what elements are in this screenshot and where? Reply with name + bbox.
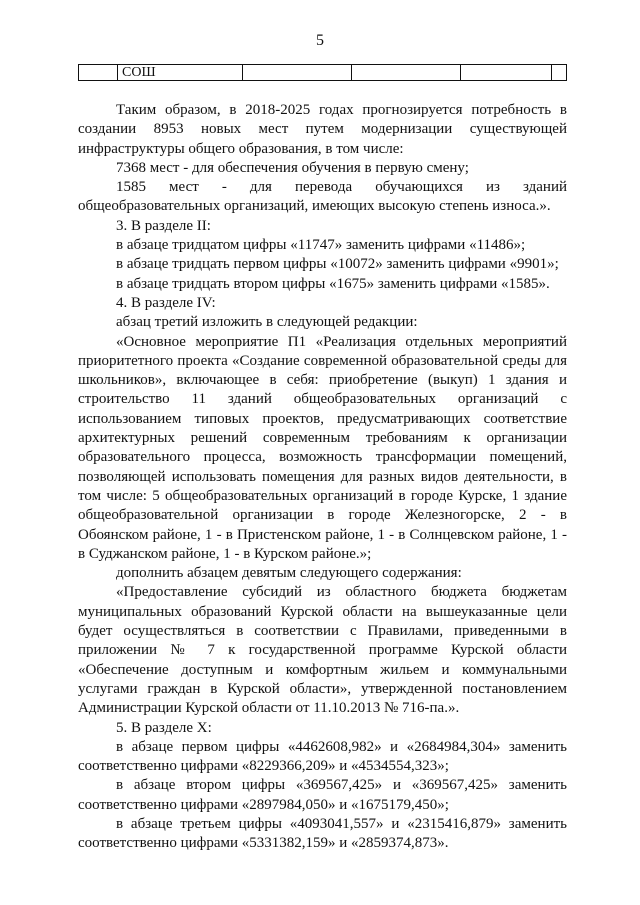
paragraph: 5. В разделе X: xyxy=(116,719,212,736)
table-cell xyxy=(352,65,461,81)
paragraph: 4. В разделе IV: xyxy=(116,294,216,311)
paragraph: в абзаце третьем цифры «4093041,557» и «2315416,879» заменить соответственно цифрами «5331382,159» и «2859374,873». xyxy=(78,815,567,852)
paragraph: 1585 мест - для перевода обучающихся из зданий общеобразовательных организаций, имеющих высокую степень износа.». xyxy=(78,179,567,215)
paragraph: в абзаце тридцать первом цифры «10072» заменить цифрами «9901»; xyxy=(116,256,559,273)
table-cell: СОШ xyxy=(118,65,243,81)
paragraph: «Предоставление субсидий из областного бюджета бюджетам муниципальных образований Курской области на вышеуказанные цели будет осуществляться в соответствии с Правилами, приведенными в приложении № 7 к государственной программе Курской области «Обеспечение доступным и комфортным жильем и коммунальными услугами граждан в Курской области», утвержденной постановлением Администрации Курской области от 11.10.2013 № 716-па.». xyxy=(78,584,567,717)
paragraph: в абзаце тридцатом цифры «11747» заменить цифрами «11486»; xyxy=(116,237,526,254)
paragraph: 3. В разделе II: xyxy=(116,217,211,234)
paragraph: в абзаце первом цифры «4462608,982» и «2684984,304» заменить соответственно цифрами «8229366,209» и «4534554,323»; xyxy=(78,738,567,775)
table-cell xyxy=(243,65,352,81)
paragraph: Таким образом, в 2018-2025 годах прогнозируется потребность в создании 8953 новых мест путем модернизации существующей инфраструктуры общего образования, в том числе: xyxy=(78,102,567,157)
table-row xyxy=(79,65,567,81)
paragraph: 7368 мест - для обеспечения обучения в первую смену; xyxy=(116,159,469,176)
paragraph: в абзаце втором цифры «369567,425» и «369567,425» заменить соответственно цифрами «2897984,050» и «1675179,450»; xyxy=(78,777,567,813)
paragraph: «Основное мероприятие П1 «Реализация отдельных мероприятий приоритетного проекта «Создание современной образовательной среды для школьников», включающее в себя: приобретение (выкуп) 1 здания и строительство 11 зданий общеобразовательных организаций с использованием типовых проектов, предусматривающих соответствие архитектурных решений современным требованиям к организации образовательного процесса, возможность трансформации помещений, позволяющей использовать помещения для разных видов деятельности, в том числе: 5 общеобразовательных организаций в городе Курске, 1 здание общеобразовательной организации в городе Железногорске, 2 - в Обоянском районе, 1 - в Пристенском районе, 1 - в Солнцевском районе, 1 - в Суджанском районе, 1 - в Курском районе.»; xyxy=(78,333,567,562)
paragraph: дополнить абзацем девятым следующего содержания: xyxy=(116,565,462,582)
table-cell xyxy=(461,65,552,81)
document-body xyxy=(78,101,567,854)
paragraph: в абзаце тридцать втором цифры «1675» заменить цифрами «1585». xyxy=(116,275,550,292)
page-number: 5 xyxy=(316,32,324,49)
table-cell xyxy=(79,65,118,81)
table-fragment xyxy=(78,64,567,81)
table-cell xyxy=(552,65,567,81)
paragraph: абзац третий изложить в следующей редакции: xyxy=(116,314,418,331)
